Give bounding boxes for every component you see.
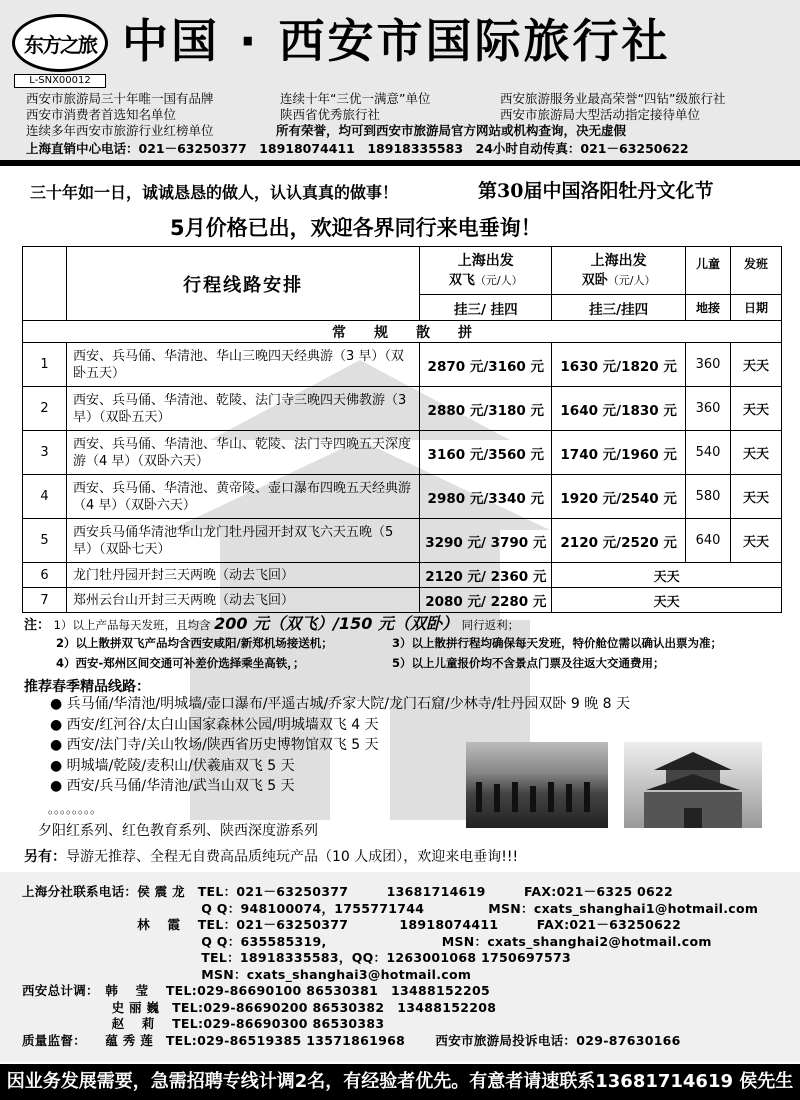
honor-1: 西安市旅游局三十年唯一国有品牌: [26, 91, 214, 106]
header-child-sub: 地接: [686, 295, 731, 321]
section-row: [23, 321, 782, 343]
row-no: 3: [23, 431, 67, 475]
page-title: 中国 · 西安市国际旅行社: [122, 14, 671, 68]
contact-line: 史 丽 巍 TEL:029-86690200 86530382 13488152208: [22, 999, 497, 1015]
header-fly-days: 挂三/ 挂四: [420, 295, 552, 321]
row-route: 龙门牡丹园开封三天两晚（动去飞回）: [66, 563, 419, 588]
row-fly: 2080 元/ 2280 元: [420, 588, 552, 613]
list-item-text: 西安/红河谷/太白山国家森林公园/明城墙双飞 4 天: [66, 716, 379, 733]
row-sleep: 1630 元/1820 元: [552, 343, 686, 387]
contact-line: 西安总计调： 韩 莹 TEL:029-86690100 86530381 13488152205: [22, 983, 490, 998]
table-row: [23, 475, 782, 519]
festival-title: 第30届中国洛阳牡丹文化节: [478, 180, 714, 202]
row-depart: 天天: [731, 431, 782, 475]
header-no-cell: [23, 247, 67, 321]
also-label: 另有：: [24, 849, 66, 865]
row-no: 4: [23, 475, 67, 519]
header-fly-label: 双飞: [448, 272, 475, 288]
row-depart: 天天: [731, 475, 782, 519]
row-sleep: 1740 元/1960 元: [552, 431, 686, 475]
contact-line: 林 霞 TEL：021－63250377 18918074411 FAX:021－63250622: [22, 917, 682, 932]
contact-line: MSN：cxats_shanghai3@hotmail.com: [22, 966, 472, 982]
row-no: 6: [23, 563, 67, 588]
contacts-block: [22, 884, 758, 1049]
row-no: 7: [23, 588, 67, 613]
row-route: 西安、兵马俑、华清池、华山三晚四天经典游（3 早）（双卧五天）: [66, 343, 419, 387]
list-item: ● 西安/法门寺/关山牧场/陕西省历史博物馆双飞 5 天: [50, 737, 379, 753]
honor-7: 连续多年西安市旅游行业红榜单位: [26, 123, 214, 138]
row-child: 640: [686, 519, 731, 563]
row-no: 5: [23, 519, 67, 563]
contact-line: 上海分社联系电话：侯 震 龙 TEL：021－63250377 13681714619 FAX:021－6325 0622: [22, 884, 674, 899]
note-1-pre: 1）以上产品每天发班，且均含: [53, 618, 211, 632]
row-sleep: 2120 元/2520 元: [552, 519, 686, 563]
row-depart: 天天: [552, 588, 782, 613]
row-fly: 2870 元/3160 元: [420, 343, 552, 387]
table-row: [23, 431, 782, 475]
header-depart: 发班: [731, 247, 782, 295]
row-route: 西安、兵马俑、华清池、华山、乾陵、法门寺四晚五天深度游（4 早）（双卧六天）: [66, 431, 419, 475]
hotline: 上海直销中心电话：021－63250377 18918074411 18918335583 24小时自动传真：021－63250622: [26, 141, 689, 156]
row-fly: 2980 元/3340 元: [420, 475, 552, 519]
list-item: ● 西安/兵马俑/华清池/武当山双飞 5 天: [50, 778, 295, 794]
list-item: ● 兵马俑/华清池/明城墙/壶口瀑布/平遥古城/乔家大院/龙门石窟/少林寺/牡丹园双卧 9 晚 8 天: [50, 696, 631, 712]
honor-8: 所有荣誉，均可到西安市旅游局官方网站或机构查询，决无虚假: [276, 123, 627, 138]
honor-4: 西安市消费者首选知名单位: [26, 107, 177, 122]
row-no: 2: [23, 387, 67, 431]
row-route: 西安、兵马俑、华清池、黄帝陵、壶口瀑布四晚五天经典游（4 早）（双卧六天）: [66, 475, 419, 519]
list-item-text: 兵马俑/华清池/明城墙/壶口瀑布/平遥古城/乔家大院/龙门石窟/少林寺/牡丹园双卧 9 晚 8 天: [66, 696, 631, 712]
honor-5: 陕西省优秀旅行社: [280, 107, 381, 122]
honor-2: 连续十年“三优一满意”单位: [280, 91, 431, 106]
contact-line: Q Q：635585319, MSN：cxats_shanghai2@hotmail.com: [22, 933, 712, 949]
contact-line: TEL：18918335583，QQ：1263001068 1750697573: [22, 950, 571, 965]
header-sleep-top: 上海出发: [590, 252, 647, 269]
bell-tower-photo: [624, 742, 762, 828]
header-sleep-label: 双卧: [581, 272, 608, 288]
logo-text: 东方之旅: [24, 32, 96, 57]
header-sleep: [552, 247, 686, 295]
series-line: 夕阳红系列、红色教育系列、陕西深度游系列: [38, 823, 318, 839]
table-row: [23, 588, 782, 613]
note-line-1: [24, 614, 519, 635]
row-depart: 天天: [552, 563, 782, 588]
row-depart: 天天: [731, 519, 782, 563]
honor-3: 西安旅游服务业最高荣誉“四钻”级旅行社: [500, 91, 726, 106]
row-child: 360: [686, 343, 731, 387]
price-table: [22, 246, 782, 613]
contact-line: Q Q：948100074，1755771744 MSN：cxats_shanghai1@hotmail.com: [22, 900, 759, 916]
row-sleep: 1640 元/1830 元: [552, 387, 686, 431]
row-depart: 天天: [731, 387, 782, 431]
note-2: 2）以上散拼双飞产品均含西安咸阳/新郑机场接送机；: [56, 636, 333, 650]
header-fly-unit: （元/人）: [474, 273, 523, 287]
header-divider: [0, 160, 800, 166]
also-text: 导游无推荐、全程无自费高品质纯玩产品（10 人成团），欢迎来电垂询!!!: [66, 849, 519, 865]
section-title: 常 规 散 拼: [23, 321, 782, 343]
note-4: 4）西安-郑州区间交通可补差价选择乘坐高铁，；: [56, 656, 305, 670]
row-fly: 2120 元/ 2360 元: [420, 563, 552, 588]
row-child: 360: [686, 387, 731, 431]
header-fly: [420, 247, 552, 295]
contact-line: 赵 莉 TEL:029-86690300 86530383: [22, 1016, 385, 1031]
also-line: [24, 846, 518, 866]
ellipsis-dots: 。。。。。。。。: [48, 802, 103, 816]
warriors-sketch: [466, 742, 608, 828]
company-logo: [12, 14, 108, 72]
list-item: ● 西安/红河谷/太白山国家森林公园/明城墙双飞 4 天: [50, 716, 379, 733]
row-no: 1: [23, 343, 67, 387]
row-fly: 2880 元/3180 元: [420, 387, 552, 431]
contact-line: 质量监督： 蕴 秀 莲 TEL:029-86519385 13571861968 西安市旅游局投诉电话：029-87630166: [22, 1032, 681, 1048]
table-row: [23, 563, 782, 588]
note-3: 3）以上散拼行程均确保每天发班，特价舱位需以确认出票为准；: [392, 636, 722, 650]
table-header-row: [23, 247, 782, 295]
list-item-text: 西安/法门寺/关山牧场/陕西省历史博物馆双飞 5 天: [66, 737, 379, 753]
row-route: 西安、兵马俑、华清池、乾陵、法门寺三晚四天佛教游（3 早）（双卧五天）: [66, 387, 419, 431]
header-depart-sub: 日期: [731, 295, 782, 321]
row-child: 580: [686, 475, 731, 519]
row-fly: 3160 元/3560 元: [420, 431, 552, 475]
table-row: [23, 387, 782, 431]
recommend-title: 推荐春季精品线路：: [24, 679, 150, 695]
list-item-text: 西安/兵马俑/华清池/武当山双飞 5 天: [66, 778, 295, 794]
row-child: 540: [686, 431, 731, 475]
header-route: 行程线路安排: [66, 247, 419, 321]
row-route: 郑州云台山开封三天两晚（动去飞回）: [66, 588, 419, 613]
header-sleep-unit: （元/人）: [607, 273, 656, 287]
row-fly: 3290 元/ 3790 元: [420, 519, 552, 563]
list-item-text: 明城墙/乾陵/麦积山/伏羲庙双飞 5 天: [66, 757, 295, 774]
tower-sketch: [624, 742, 762, 828]
row-route: 西安兵马俑华清池华山龙门牡丹园开封双飞六天五晚（5 早）（双卧七天）: [66, 519, 419, 563]
terracotta-warriors-photo: [466, 742, 608, 828]
note-5: 5）以上儿童报价均不含景点门票及往返大交通费用；: [392, 656, 665, 670]
header-sleep-days: 挂三/挂四: [552, 295, 686, 321]
recruitment-banner: 因业务发展需要，急需招聘专线计调2名，有经验者优先。有意者请速联系13681714619 侯先生: [0, 1064, 800, 1100]
row-depart: 天天: [731, 343, 782, 387]
table-row: [23, 519, 782, 563]
notes-label: 注：: [24, 618, 51, 633]
list-item: ● 明城墙/乾陵/麦积山/伏羲庙双飞 5 天: [50, 757, 295, 774]
slogan: 三十年如一日，诚诚恳恳的做人，认认真真的做事！: [30, 183, 399, 202]
table-row: [23, 343, 782, 387]
license-code: L-SNX00012: [14, 74, 106, 88]
note-1-post: 同行返利；: [461, 618, 520, 632]
header-fly-top: 上海出发: [457, 252, 514, 269]
announcement: 5月价格已出，欢迎各界同行来电垂询！: [170, 216, 542, 240]
row-sleep: 1920 元/2540 元: [552, 475, 686, 519]
honor-6: 西安市旅游局大型活动指定接待单位: [500, 107, 701, 122]
header-child: 儿童: [686, 247, 731, 295]
note-1-rebate: 200 元（双飞）/150 元（双卧）: [214, 614, 458, 633]
